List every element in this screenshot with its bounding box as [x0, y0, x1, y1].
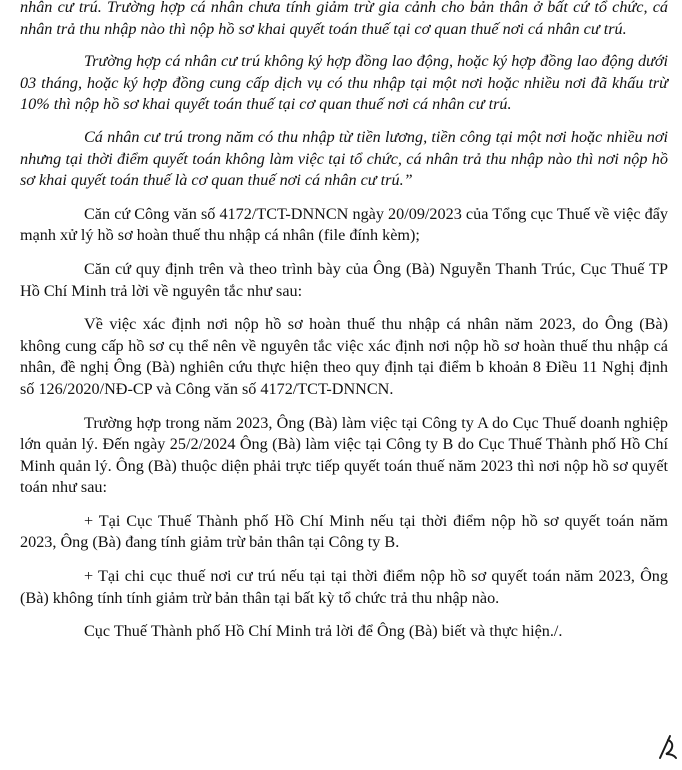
paragraph-option-district: + Tại chi cục thuế nơi cư trú nếu tại tại thời điểm nộp hồ sơ quyết toán năm 2023, Ông (Bà) không tính tính giảm trừ bản thân tại bất kỳ tổ chức trả thu nhập nào.: [20, 567, 668, 607]
paragraph-quote-2: Trường hợp cá nhân cư trú không ký hợp đồng lao động, hoặc ký hợp đồng lao động dưới 03 tháng, hoặc ký hợp đồng cung cấp dịch vụ có thu nhập tại một nơi hoặc nhiều nơi đã khấu trừ 10% thì nộp hồ sơ khai quyết toán thuế tại cơ quan thuế nơi cá nhân cư trú.: [20, 52, 668, 114]
paragraph-quote-3: Cá nhân cư trú trong năm có thu nhập từ tiền lương, tiền công tại một nơi hoặc nhiều nơi nhưng tại thời điểm quyết toán không làm việc tại tổ chức, cá nhân trả thu nhập nào thì nơi nộp hồ sơ khai quyết toán thuế là cơ quan thuế nơi cá nhân cư trú.”: [20, 127, 668, 190]
paragraph-legal-basis: Căn cứ Công văn số 4172/TCT-DNNCN ngày 20/09/2023 của Tổng cục Thuế về việc đẩy mạnh xử lý hồ sơ hoàn thuế thu nhập cá nhân (file đính kèm);: [20, 204, 668, 245]
paragraph-option-hcm: + Tại Cục Thuế Thành phố Hồ Chí Minh nếu tại thời điểm nộp hồ sơ quyết toán năm 2023, Ông (Bà) đang tính giảm trừ bản thân tại Công ty B.: [20, 511, 668, 552]
paragraph-case: Trường hợp trong năm 2023, Ông (Bà) làm việc tại Công ty A do Cục Thuế doanh nghiệp lớn quản lý. Đến ngày 25/2/2024 Ông (Bà) làm việc tại Công ty B do Cục Thuế Thành phố Hồ Chí Minh quản lý. Ông (Bà) thuộc diện phải trực tiếp quyết toán thuế năm 2023 thì nơi nộp hồ sơ quyết toán như sau:: [20, 413, 668, 497]
paragraph-closing: Cục Thuế Thành phố Hồ Chí Minh trả lời để Ông (Bà) biết và thực hiện./.: [84, 622, 563, 641]
initials-signature-icon: [656, 732, 678, 760]
paragraph-quote-1: nhân cư trú. Trường hợp cá nhân chưa tính giảm trừ gia cảnh cho bản thân ở bất cứ tổ chức, cá nhân trả thu nhập nào thì nộp hồ sơ khai quyết toán thuế tại cơ quan thuế nơi cá nhân cư trú.: [20, 0, 668, 38]
paragraph-reply-intro: Căn cứ quy định trên và theo trình bày của Ông (Bà) Nguyễn Thanh Trúc, Cục Thuế TP Hồ Chí Minh trả lời về nguyên tắc như sau:: [20, 259, 668, 300]
paragraph-principle: Về việc xác định nơi nộp hồ sơ hoàn thuế thu nhập cá nhân năm 2023, do Ông (Bà) không cung cấp hồ sơ cụ thể nên về nguyên tắc việc xác định nơi nộp hồ sơ hoàn thuế thu nhập cá nhân, đề nghị Ông (Bà) nghiên cứu thực hiện theo quy định tại điểm b khoản 8 Điều 11 Nghị định số 126/2020/NĐ-CP và Công văn số 4172/TCT-DNNCN.: [20, 315, 668, 398]
